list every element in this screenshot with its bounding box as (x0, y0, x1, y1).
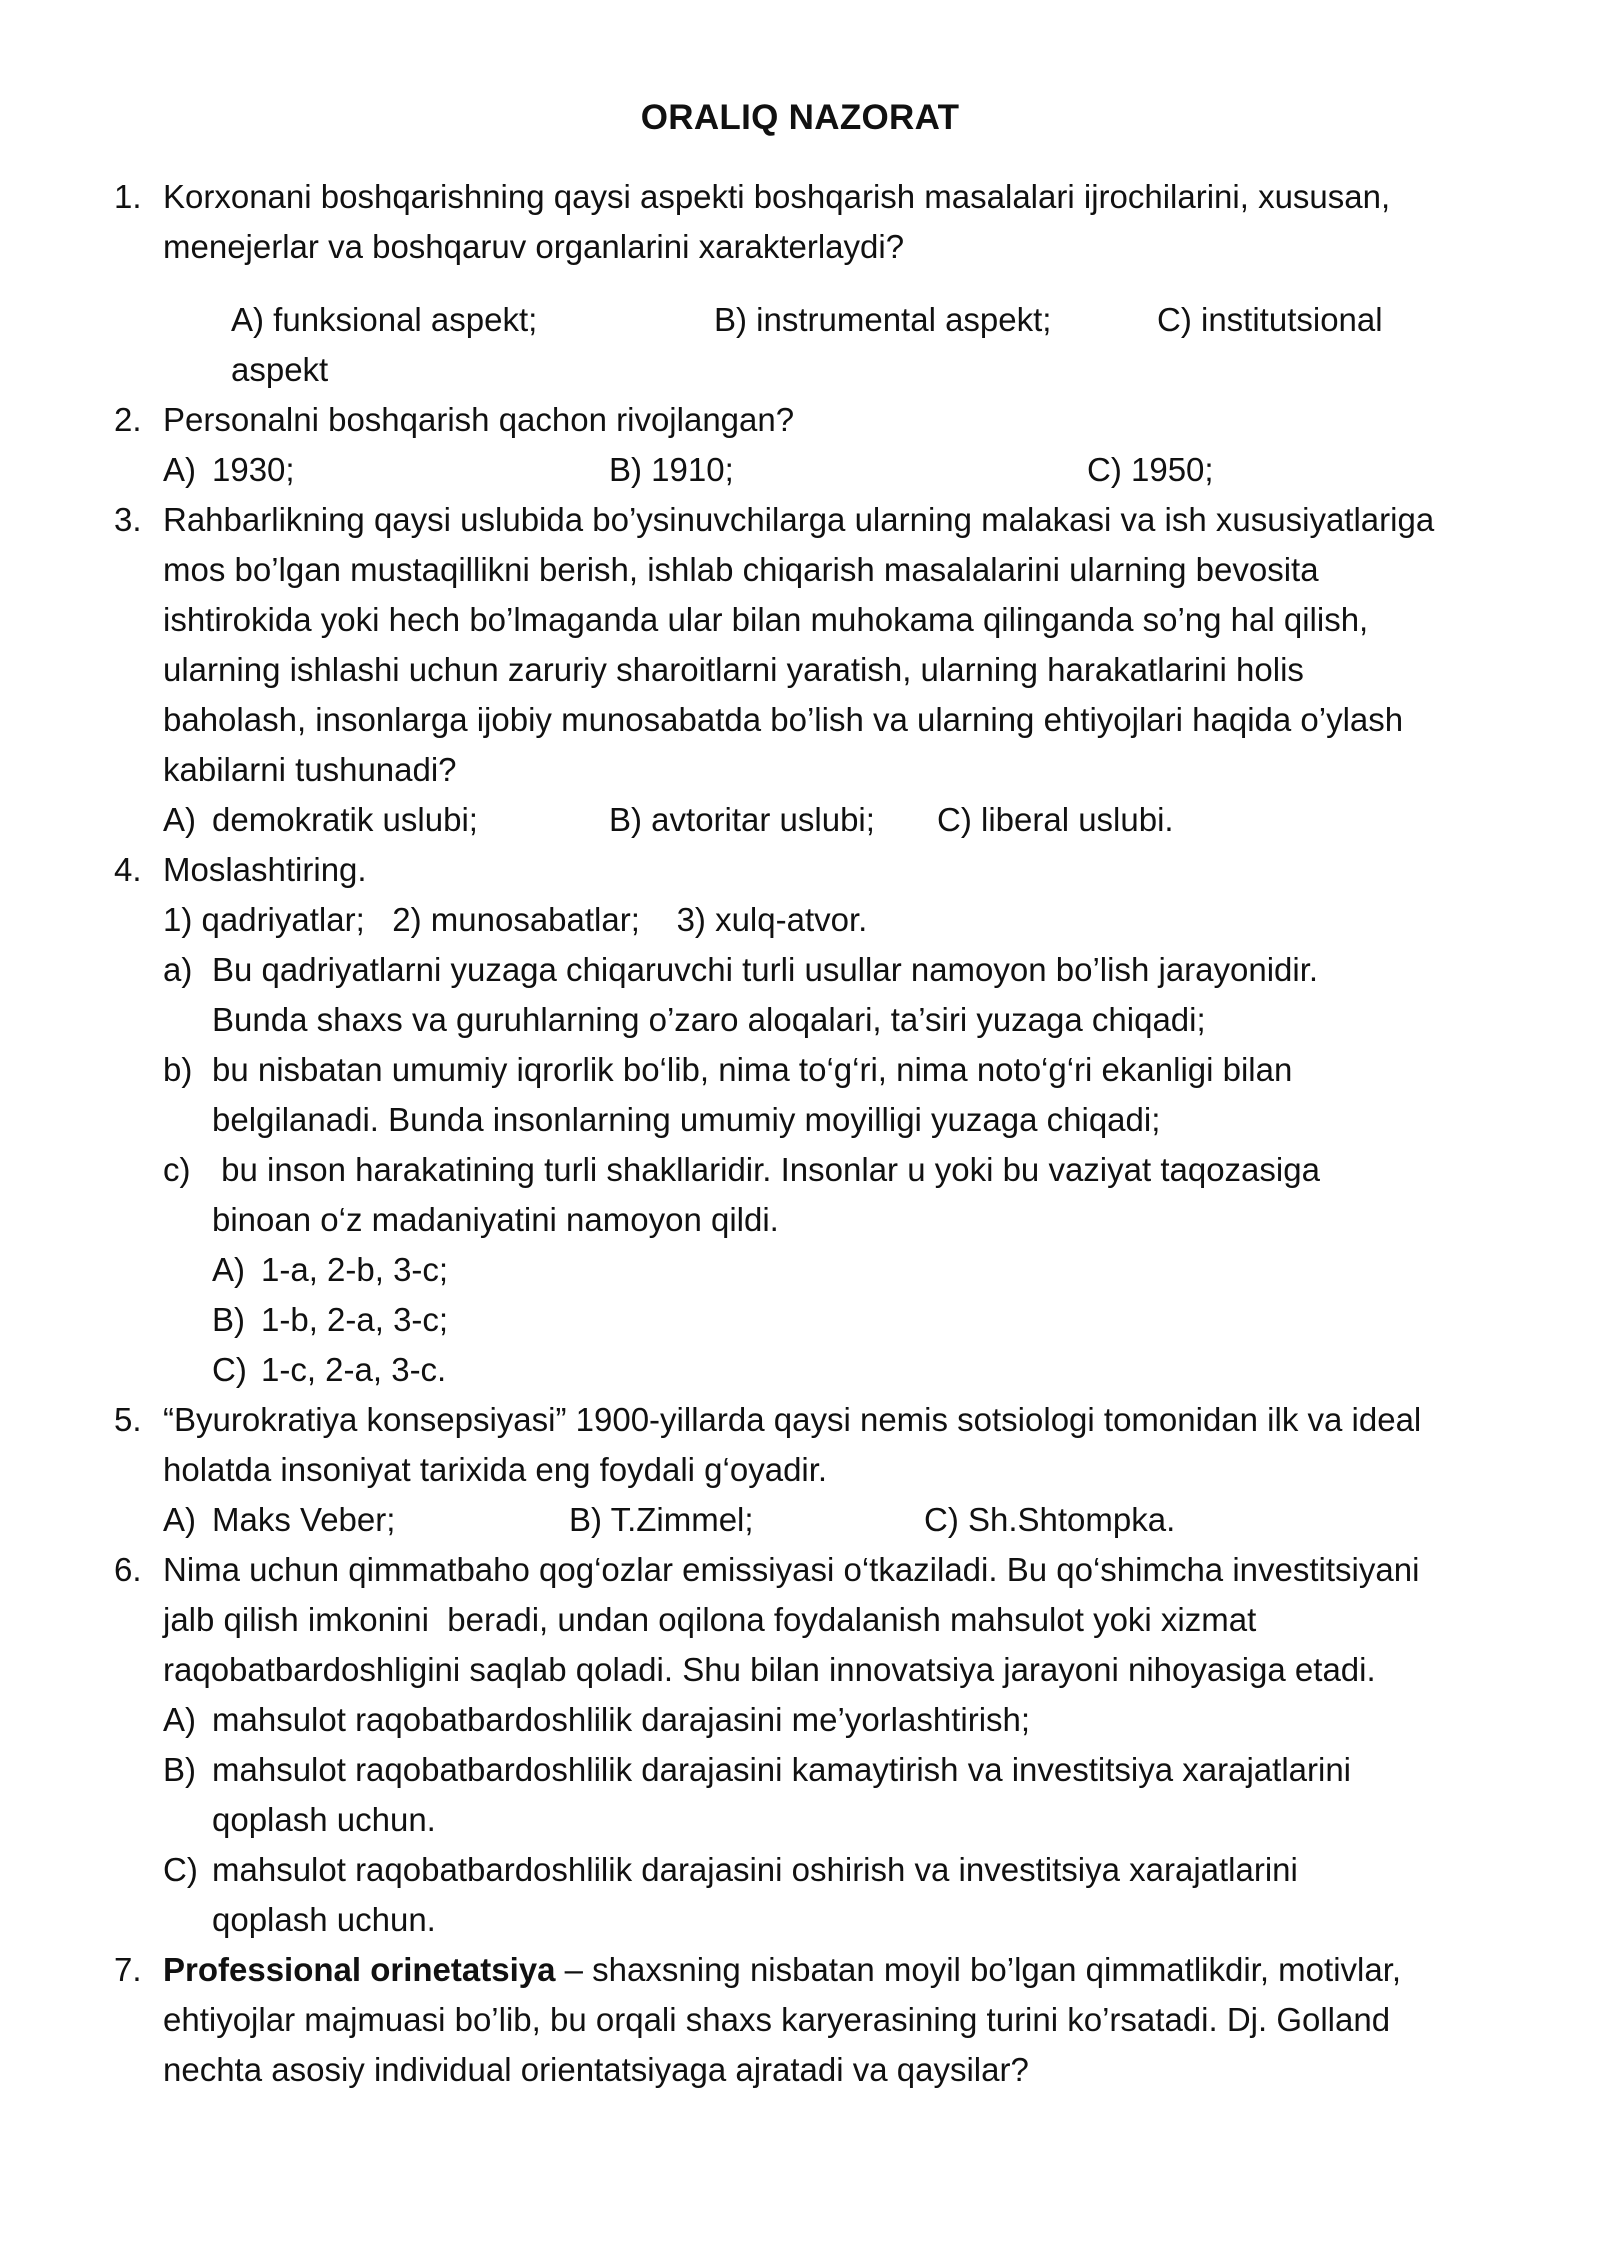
option-c-continued: aspekt (231, 351, 329, 388)
match-b-text: bu nisbatan umumiy iqrorlik bo‘lib, nima to‘g‘ri, nima noto‘g‘ri ekanligi bilan (212, 1051, 1293, 1088)
match-a-letter: a) (163, 951, 193, 988)
question-text: ishtirokida yoki hech bo’lmaganda ular bilan muhokama qilinganda so’ng hal qilish, (163, 601, 1369, 638)
answer-c-letter: C) (212, 1351, 247, 1388)
question-number: 2. (114, 401, 142, 438)
option-b: B) T.Zimmel; (569, 1501, 754, 1538)
option-c-letter: C) (163, 1851, 198, 1888)
page-title: ORALIQ NAZORAT (640, 98, 960, 137)
option-b-continued: qoplash uchun. (212, 1801, 436, 1838)
option-c: mahsulot raqobatbardoshlilik darajasini oshirish va investitsiya xarajatlarini (212, 1851, 1298, 1888)
answer-a-letter: A) (212, 1251, 245, 1288)
match-c-text: bu inson harakatining turli shakllaridir. Insonlar u yoki bu vaziyat taqozasiga (212, 1151, 1320, 1188)
matching-items: 1) qadriyatlar; 2) munosabatlar; 3) xulq-atvor. (163, 901, 868, 938)
match-b-text: belgilanadi. Bunda insonlarning umumiy moyilligi yuzaga chiqadi; (212, 1101, 1161, 1138)
match-b-letter: b) (163, 1051, 193, 1088)
question-number: 6. (114, 1551, 142, 1588)
option-c: C) institutsional (1157, 301, 1383, 338)
option-c-continued: qoplash uchun. (212, 1901, 436, 1938)
question-text: baholash, insonlarga ijobiy munosabatda bo’lish va ularning ehtiyojlari haqida o’ylash (163, 701, 1404, 738)
question-text: “Byurokratiya konsepsiyasi” 1900-yillarda qaysi nemis sotsiologi tomonidan ilk va ideal (163, 1401, 1422, 1438)
match-c-letter: c) (163, 1151, 191, 1188)
option-b-letter: B) (163, 1751, 196, 1788)
question-text: Personalni boshqarish qachon rivojlangan? (163, 401, 795, 438)
answer-b-letter: B) (212, 1301, 245, 1338)
option-a: A) funksional aspekt; (231, 301, 538, 338)
question-text: ehtiyojlar majmuasi bo’lib, bu orqali shaxs karyerasining turini ko’rsatadi. Dj. Golland (163, 2001, 1391, 2038)
question-text: jalb qilish imkonini beradi, undan oqilona foydalanish mahsulot yoki xizmat (163, 1601, 1257, 1638)
option-c: C) 1950; (1087, 451, 1214, 488)
question-text: ularning ishlashi uchun zaruriy sharoitlarni yaratish, ularning harakatlarini holis (163, 651, 1304, 688)
bold-term: Professional orinetatsiya (163, 1951, 556, 1988)
option-b: B) avtoritar uslubi; (609, 801, 875, 838)
option-b: B) 1910; (609, 451, 734, 488)
question-number: 7. (114, 1951, 142, 1988)
option-a-letter: A) (163, 1501, 196, 1538)
question-text: holatda insoniyat tarixida eng foydali g‘oyadir. (163, 1451, 828, 1488)
question-text: mos bo’lgan mustaqillikni berish, ishlab chiqarish masalalarini ularning bevosita (163, 551, 1319, 588)
option-a: mahsulot raqobatbardoshlilik darajasini me’yorlashtirish; (212, 1701, 1031, 1738)
option-b: B) instrumental aspekt; (714, 301, 1052, 338)
question-text: nechta asosiy individual orientatsiyaga ajratadi va qaysilar? (163, 2051, 1029, 2088)
option-a-letter: A) (163, 1701, 196, 1738)
match-a-text: Bu qadriyatlarni yuzaga chiqaruvchi turli usullar namoyon bo’lish jarayonidir. (212, 951, 1319, 988)
question-number: 4. (114, 851, 142, 888)
question-text (163, 1950, 1401, 1990)
question-text: menejerlar va boshqaruv organlarini xarakterlaydi? (163, 228, 905, 265)
question-text: Korxonani boshqarishning qaysi aspekti boshqarish masalalari ijrochilarini, xususan, (163, 178, 1391, 215)
option-a: demokratik uslubi; (212, 801, 478, 838)
question-number: 3. (114, 501, 142, 538)
question-text: Moslashtiring. (163, 851, 367, 888)
question-text-rest: – shaxsning nisbatan moyil bo’lgan qimmatlikdir, motivlar, (555, 1951, 1402, 1988)
question-number: 5. (114, 1401, 142, 1438)
question-text: Nima uchun qimmatbaho qog‘ozlar emissiyasi o‘tkaziladi. Bu qo‘shimcha investitsiyani (163, 1551, 1420, 1588)
question-number: 1. (114, 178, 142, 215)
option-a: 1930; (212, 451, 295, 488)
answer-a: 1-a, 2-b, 3-c; (261, 1251, 449, 1288)
option-a-letter: A) (163, 451, 196, 488)
option-a-letter: A) (163, 801, 196, 838)
option-c: C) liberal uslubi. (937, 801, 1174, 838)
question-text: Rahbarlikning qaysi uslubida bo’ysinuvchilarga ularning malakasi va ish xususiyatlariga (163, 501, 1435, 538)
option-c: C) Sh.Shtompka. (924, 1501, 1176, 1538)
match-c-text: binoan o‘z madaniyatini namoyon qildi. (212, 1201, 779, 1238)
option-a: Maks Veber; (212, 1501, 396, 1538)
match-a-text: Bunda shaxs va guruhlarning o’zaro aloqalari, ta’siri yuzaga chiqadi; (212, 1001, 1206, 1038)
option-b: mahsulot raqobatbardoshlilik darajasini kamaytirish va investitsiya xarajatlarini (212, 1751, 1352, 1788)
answer-c: 1-c, 2-a, 3-c. (261, 1351, 447, 1388)
question-text: raqobatbardoshligini saqlab qoladi. Shu bilan innovatsiya jarayoni nihoyasiga etadi. (163, 1651, 1376, 1688)
question-text: kabilarni tushunadi? (163, 751, 457, 788)
answer-b: 1-b, 2-a, 3-c; (261, 1301, 449, 1338)
